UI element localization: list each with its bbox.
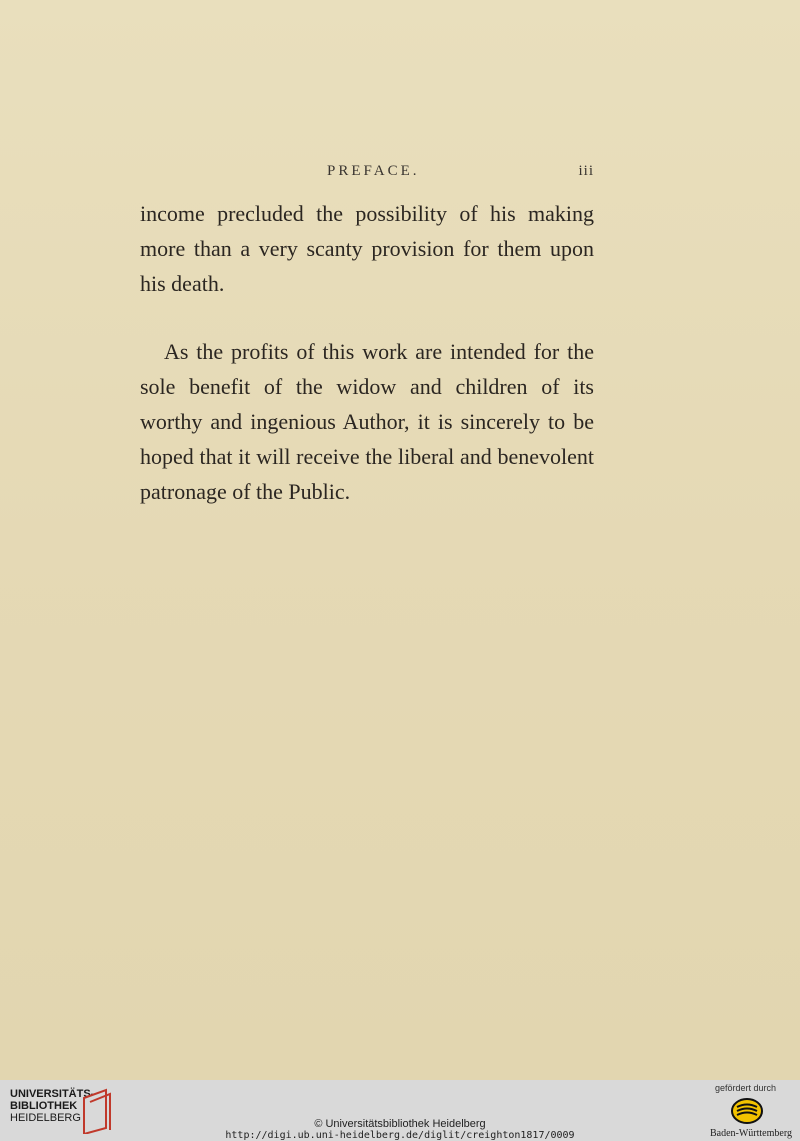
running-head <box>140 163 598 187</box>
funder-name: Baden-Württemberg <box>709 1128 792 1139</box>
copyright-notice: © Universitätsbibliothek Heidelberg <box>314 1118 486 1130</box>
running-head-title: PREFACE. <box>327 163 420 179</box>
funded-by-label: gefördert durch <box>714 1083 776 1093</box>
permalink-url[interactable]: http://digi.ub.uni-heidelberg.de/diglit/creighton1817/0009 <box>225 1130 575 1141</box>
library-logo-line3: HEIDELBERG <box>10 1112 81 1124</box>
library-logo-icon <box>80 1088 114 1134</box>
paragraph-1: income precluded the possibility of his making more than a very scanty provision for them upon his death. <box>140 201 594 296</box>
page-number: iii <box>578 163 594 179</box>
baden-wuerttemberg-crest-icon <box>730 1096 764 1126</box>
library-logo-line2: BIBLIOTHEK <box>10 1100 78 1112</box>
library-logo-line1: UNIVERSITÄTS- <box>10 1088 95 1100</box>
footer-bar <box>0 1080 800 1141</box>
paragraph-2: As the profits of this work are intended for the sole benefit of the widow and children of its worthy and ingenious Author, it is sincerely to be hoped that it will receive the liberal and benevolent patronage of the Public. <box>140 339 594 504</box>
body-text <box>140 196 594 509</box>
